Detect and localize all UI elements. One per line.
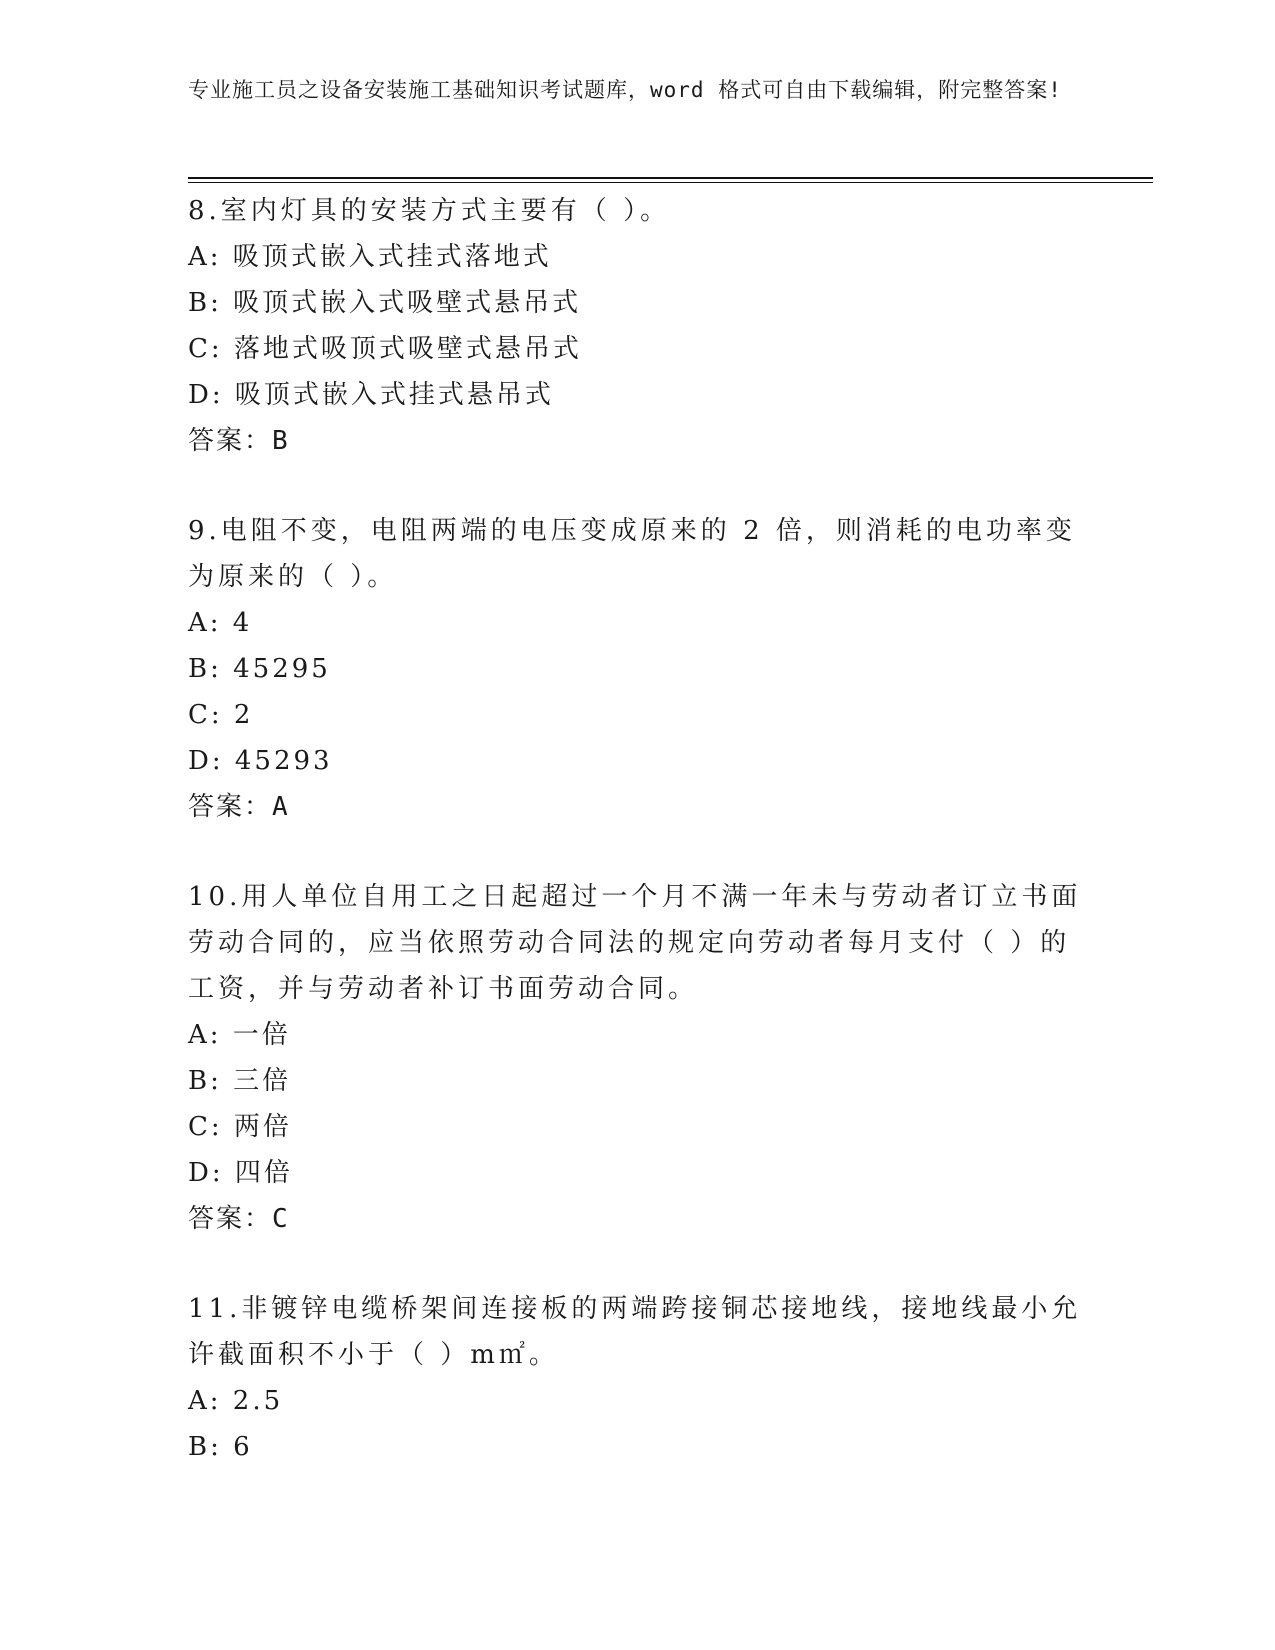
option-d: D: 45293 bbox=[188, 746, 333, 776]
option-a: A: 一倍 bbox=[188, 1020, 291, 1050]
question-11 bbox=[188, 1286, 1088, 1470]
header-rule-thin bbox=[188, 182, 1153, 183]
question-stem: 8.室内灯具的安装方式主要有（ ）。 bbox=[188, 196, 671, 226]
option-d: D: 吸顶式嵌入式挂式悬吊式 bbox=[188, 380, 554, 410]
option-c: C: 2 bbox=[188, 700, 254, 730]
question-stem: 9.电阻不变，电阻两端的电压变成原来的 2 倍，则消耗的电功率变为原来的（ ）。 bbox=[188, 516, 1076, 592]
option-c: C: 落地式吸顶式吸壁式悬吊式 bbox=[188, 334, 582, 364]
option-a: A: 4 bbox=[188, 608, 253, 638]
option-b: B: 45295 bbox=[188, 654, 331, 684]
option-b: B: 三倍 bbox=[188, 1066, 292, 1096]
option-a: A: 吸顶式嵌入式挂式落地式 bbox=[188, 242, 552, 272]
answer: 答案：B bbox=[188, 426, 290, 456]
option-c: C: 两倍 bbox=[188, 1112, 292, 1142]
option-b: B: 吸顶式嵌入式吸壁式悬吊式 bbox=[188, 288, 582, 318]
answer: 答案：C bbox=[188, 1204, 290, 1234]
question-list bbox=[188, 188, 1088, 1514]
question-9 bbox=[188, 508, 1088, 830]
document-header: 专业施工员之设备安装施工基础知识考试题库，word 格式可自由下载编辑，附完整答案! bbox=[188, 78, 1062, 102]
question-stem: 11.非镀锌电缆桥架间连接板的两端跨接铜芯接地线，接地线最小允许截面积不小于（ ）m㎡。 bbox=[188, 1294, 1082, 1370]
header-rule bbox=[188, 177, 1153, 179]
option-d: D: 四倍 bbox=[188, 1158, 293, 1188]
question-10 bbox=[188, 874, 1088, 1242]
question-stem: 10.用人单位自用工之日起超过一个月不满一年未与劳动者订立书面劳动合同的，应当依照劳动合同法的规定向劳动者每月支付（ ）的工资，并与劳动者补订书面劳动合同。 bbox=[188, 882, 1082, 1004]
option-a: A: 2.5 bbox=[188, 1386, 284, 1416]
option-b: B: 6 bbox=[188, 1432, 253, 1462]
question-8 bbox=[188, 188, 1088, 464]
answer: 答案：A bbox=[188, 792, 290, 822]
